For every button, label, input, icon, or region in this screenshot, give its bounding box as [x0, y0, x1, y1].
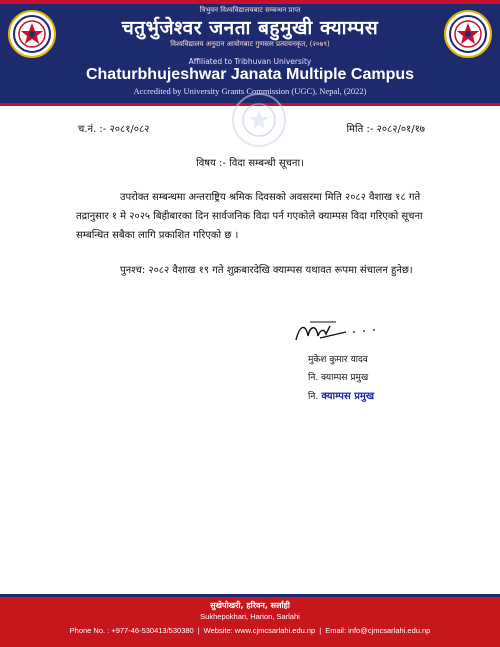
- campus-name-english: Chaturbhujeshwar Janata Multiple Campus: [85, 66, 415, 83]
- letter-footer: [0, 594, 500, 647]
- seal-watermark-icon: [232, 93, 286, 147]
- stamp-title: क्याम्पस प्रमुख: [321, 391, 375, 402]
- header-accreditation-nepali: विश्वविद्यालय अनुदान आयोगबाट गुणस्तर प्रत्यायनकृत, (२०७९): [170, 40, 330, 48]
- header-top-stripe: [0, 0, 500, 4]
- handwritten-signature-icon: [290, 318, 380, 346]
- footer-email[interactable]: Email: info@cjmcsarlahi.edu.np: [325, 626, 431, 635]
- footer-stripe: [0, 594, 500, 597]
- footer-address-nepali: सुखेपोखरी, हरिवन, सर्लाही: [210, 601, 290, 610]
- campus-emblem-icon: [8, 10, 56, 58]
- official-stamp-text: [308, 388, 374, 402]
- campus-name-nepali: चतुर्भुजेश्वर जनता बहुमुखी क्याम्पस: [121, 17, 379, 39]
- notice-paragraph: उपरोक्त सम्बन्धमा अन्तराष्ट्रिय श्रमिक दिवसको अवसरमा मिति २०८२ वैशाख १८ गते तद्रानुसार १ मे २०२५ बिहीबारका दिन सार्वजनिक विदा पर्न गएकोले क्याम्पस विदा गरिएको सूचना सम्बन्धित सबैका लागि प्रकाशित गरिएको छ ।: [76, 192, 423, 241]
- footer-website[interactable]: Website: www.cjmcsarlahi.edu.np: [203, 626, 316, 635]
- header-accreditation-english: Accredited by University Grants Commission (UGC), Nepal, (2022): [133, 86, 367, 96]
- notice-postscript: पुनश्च: २०८२ वैशाख १९ गते शुक्रबारदेखि क्याम्पस यथावत रूपमा संचालन हुनेछ।: [120, 265, 413, 276]
- letterhead: [0, 0, 500, 106]
- reference-number: च.नं. :- २०८१/०८२: [78, 124, 150, 135]
- stamp-prefix: नि.: [308, 392, 319, 402]
- campus-emblem-icon: [444, 10, 492, 58]
- letter-subject: विषय :- विदा सम्बन्धी सूचना।: [196, 158, 304, 169]
- footer-address-english: Sukhepokhari, Harion, Sarlahi: [200, 612, 300, 621]
- footer-contact-line: Phone No. : +977-46-530413/530380 | Website: www.cjmcsarlahi.edu.np | Email: info@cjmcsarlahi.edu.np: [69, 626, 431, 635]
- footer-phone: Phone No. : +977-46-530413/530380: [69, 626, 194, 635]
- signatory-title: नि. क्याम्पस प्रमुख: [308, 373, 369, 383]
- signatory-name: मुकेश कुमार यादव: [308, 355, 368, 365]
- notice-body: [76, 188, 438, 245]
- letter-date: मिति :- २०८२/०१/१७: [346, 124, 425, 135]
- header-affiliation-nepali: त्रिभुवन विश्वविद्यालयबाट सम्बन्धन प्राप्त: [199, 6, 301, 14]
- header-affiliation-english: Affiliated to Tribhuvan University: [188, 57, 312, 66]
